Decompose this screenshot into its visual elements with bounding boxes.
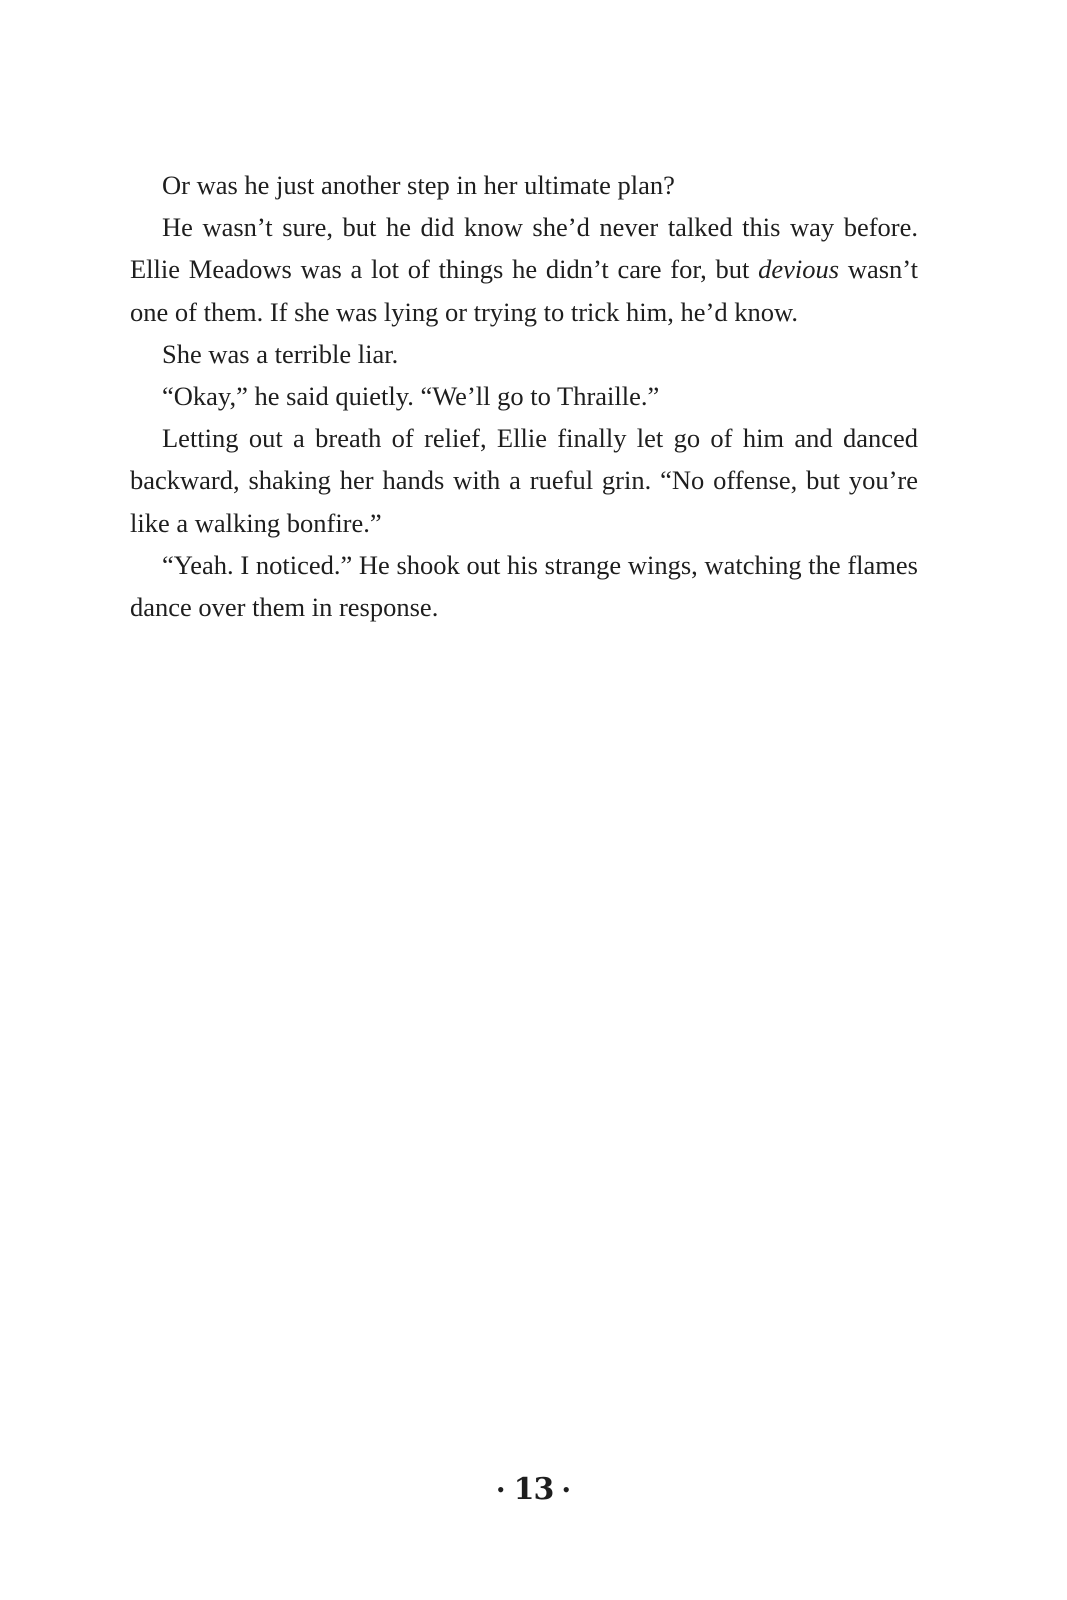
paragraph: [130, 375, 918, 417]
paragraph: [130, 544, 918, 628]
page-number: 13: [513, 1472, 554, 1508]
paragraph: [130, 164, 918, 206]
folio-ornament-left: •: [496, 1477, 505, 1503]
paragraph: [130, 333, 918, 375]
body-text: [130, 164, 918, 628]
paragraph-text: wasn’t one of them. If she was lying or trying to trick him, he’d know.: [130, 254, 919, 327]
paragraph-text: “Yeah. I noticed.” He shook out his strange wings, watching the flames dance over them in response.: [130, 549, 918, 623]
paragraph-text: He wasn’t sure, but he did know she’d never talked this way before. Ellie Meadows was a lot of things he didn’t care for, but: [130, 212, 918, 285]
paragraph-text: She was a terrible liar.: [162, 338, 399, 369]
italic-word: devious: [758, 254, 840, 285]
folio-ornament-right: •: [562, 1477, 571, 1503]
paragraph: [130, 206, 918, 333]
paragraph-text: Letting out a breath of relief, Ellie finally let go of him and danced backward, shaking her hands with a rueful grin. “No offense, but you’re like a walking bonfire.”: [130, 423, 918, 538]
paragraph-text: “Okay,” he said quietly. “We’ll go to Thraille.”: [162, 381, 660, 412]
paragraph: [130, 417, 918, 544]
paragraph-text: Or was he just another step in her ultimate plan?: [162, 170, 675, 200]
page-number-footer: [0, 1470, 1067, 1508]
